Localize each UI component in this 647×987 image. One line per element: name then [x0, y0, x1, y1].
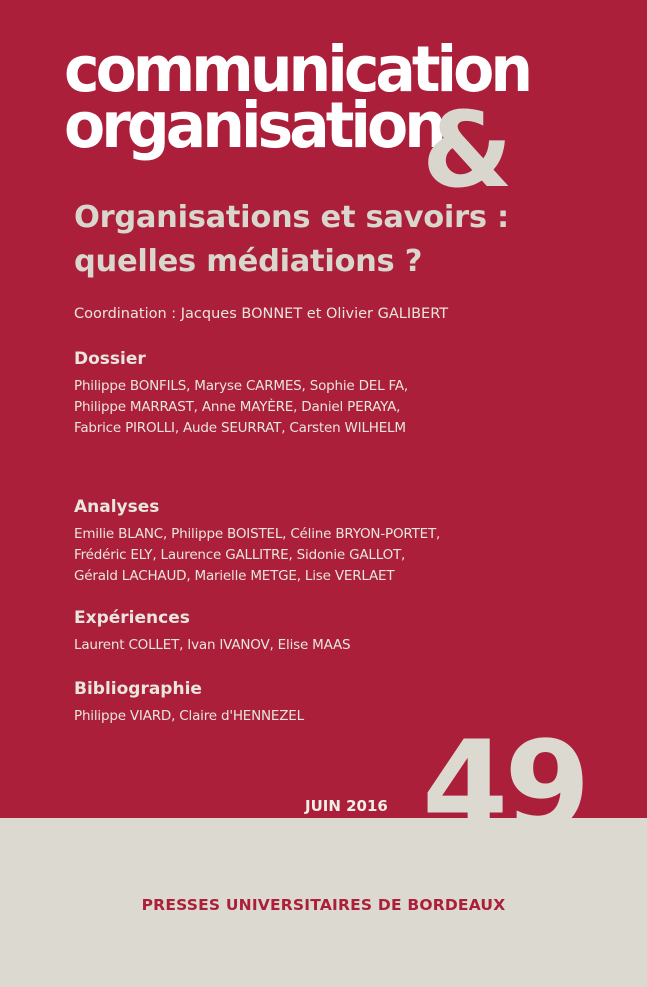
section-dossier — [74, 348, 408, 439]
section-heading-dossier: Dossier — [74, 349, 146, 369]
section-line: Frédéric ELY, Laurence GALLITRE, Sidonie GALLOT, — [74, 547, 406, 563]
publisher-name: PRESSES UNIVERSITAIRES DE BORDEAUX — [141, 896, 506, 914]
section-line: Gérald LACHAUD, Marielle METGE, Lise VERLAET — [74, 568, 395, 584]
section-bibliographie — [74, 678, 304, 727]
section-heading-bibliographie: Bibliographie — [74, 679, 202, 699]
journal-logo — [64, 33, 530, 211]
section-line: Philippe BONFILS, Maryse CARMES, Sophie DEL FA, — [74, 378, 409, 394]
section-line: Philippe VIARD, Claire d'HENNEZEL — [74, 708, 304, 724]
logo-ampersand: & — [422, 89, 513, 211]
issue-number: 49 — [422, 715, 587, 859]
issue-title — [74, 196, 614, 284]
section-line: Emilie BLANC, Philippe BOISTEL, Céline BRYON-PORTET, — [74, 526, 441, 542]
issue-title-line-1: Organisations et savoirs : — [74, 200, 509, 235]
section-heading-analyses: Analyses — [74, 497, 160, 517]
issue-date: JUIN 2016 — [305, 797, 388, 815]
section-line: Philippe MARRAST, Anne MAYÈRE, Daniel PERAYA, — [74, 399, 401, 415]
section-heading-experiences: Expériences — [74, 608, 190, 628]
logo-line-organisation: organisation — [64, 89, 443, 163]
section-analyses — [74, 496, 440, 587]
section-line: Fabrice PIROLLI, Aude SEURRAT, Carsten WILHELM — [74, 420, 406, 436]
section-line: Laurent COLLET, Ivan IVANOV, Elise MAAS — [74, 637, 351, 653]
logo-line-communication: communication — [64, 33, 530, 107]
section-experiences — [74, 607, 350, 656]
issue-title-line-2: quelles médiations ? — [74, 244, 423, 279]
coordination-credit: Coordination : Jacques BONNET et Olivier GALIBERT — [74, 306, 449, 322]
